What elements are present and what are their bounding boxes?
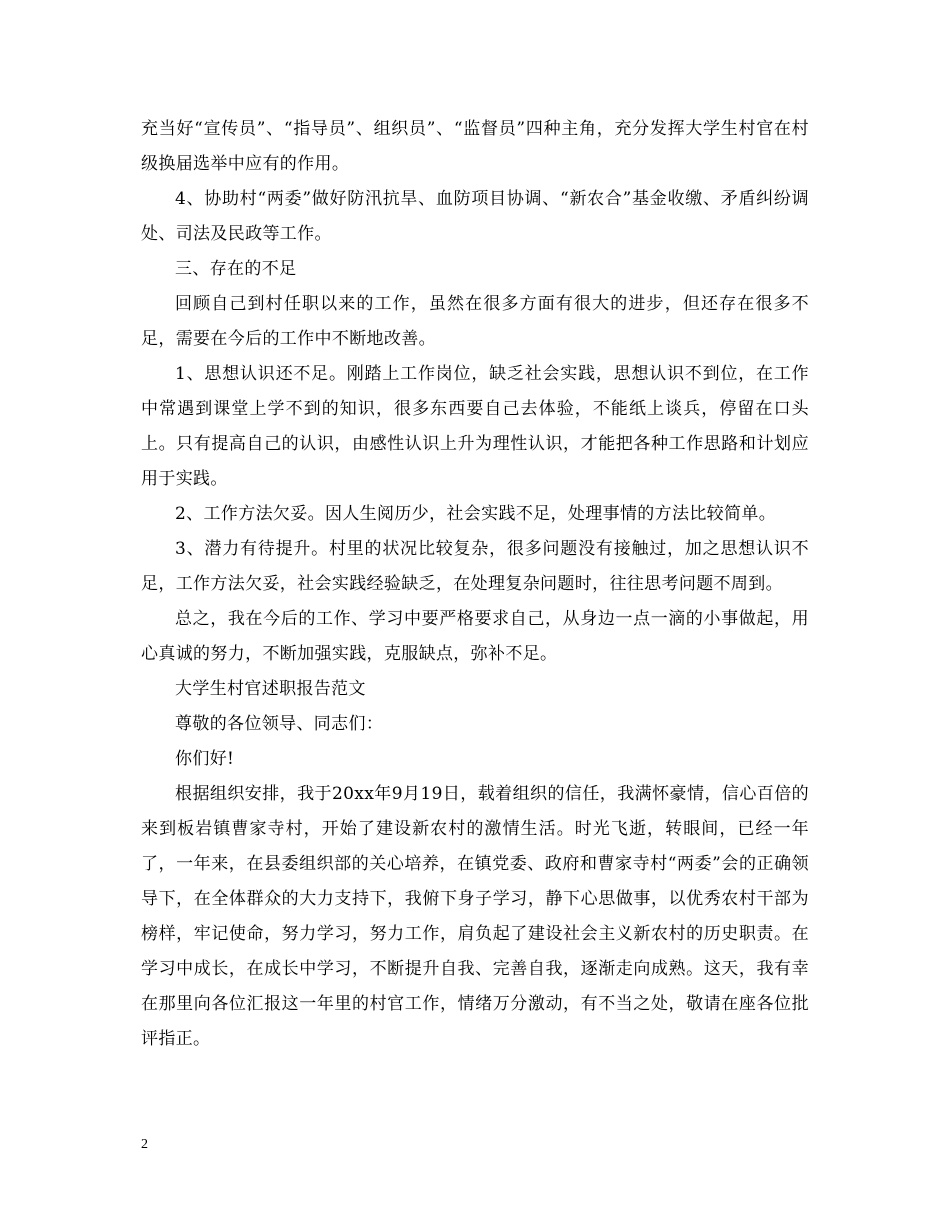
document-body (141, 112, 809, 1057)
report-title: 大学生村官述职报告范文 (175, 679, 366, 699)
greeting: 你们好! (175, 749, 235, 769)
section-heading-shortcomings: 三、存在的不足 (175, 259, 297, 279)
paragraph-item-4: 4、协助村“两委”做好防汛抗旱、血防项目协调、“新农合”基金收缴、矛盾纠纷调处、司法及民政等工作。 (141, 189, 809, 244)
paragraph-shortcoming-2: 2、工作方法欠妥。因人生阅历少，社会实践不足，处理事情的方法比较简单。 (175, 504, 777, 524)
salutation: 尊敬的各位领导、同志们： (175, 714, 384, 734)
paragraph-shortcoming-3: 3、潜力有待提升。村里的状况比较复杂，很多问题没有接触过，加之思想认识不足，工作方法欠妥，社会实践经验缺乏，在处理复杂问题时，往往思考问题不周到。 (141, 539, 809, 594)
paragraph-conclusion: 总之，我在今后的工作、学习中要严格要求自己，从身边一点一滴的小事做起，用心真诚的努力，不断加强实践，克服缺点，弥补不足。 (141, 609, 809, 664)
paragraph-introduction: 根据组织安排，我于20xx年9月19日，载着组织的信任，我满怀豪情，信心百倍的来到板岩镇曹家寺村，开始了建设新农村的激情生活。时光飞逝，转眼间，已经一年了，一年来，在县委组织部的关心培养，在镇党委、政府和曹家寺村“两委”会的正确领导下，在全体群众的大力支持下，我俯下身子学习，静下心思做事，以优秀农村干部为榜样，牢记使命，努力学习，努力工作，肩负起了建设社会主义新农村的历史职责。在学习中成长，在成长中学习，不断提升自我、完善自我，逐渐走向成熟。这天，我有幸在那里向各位汇报这一年里的村官工作，情绪万分激动，有不当之处，敬请在座各位批评指正。 (141, 784, 809, 1049)
paragraph-review: 回顾自己到村任职以来的工作，虽然在很多方面有很大的进步，但还存在很多不足，需要在今后的工作中不断地改善。 (141, 294, 809, 349)
paragraph-continuation: 充当好“宣传员”、“指导员”、组织员”、“监督员”四种主角，充分发挥大学生村官在村级换届选举中应有的作用。 (141, 119, 809, 174)
paragraph-shortcoming-1: 1、思想认识还不足。刚踏上工作岗位，缺乏社会实践，思想认识不到位，在工作中常遇到课堂上学不到的知识，很多东西要自己去体验，不能纸上谈兵，停留在口头上。只有提高自己的认识，由感性认识上升为理性认识，才能把各种工作思路和计划应用于实践。 (141, 364, 809, 489)
page-number: 2 (141, 1137, 148, 1152)
